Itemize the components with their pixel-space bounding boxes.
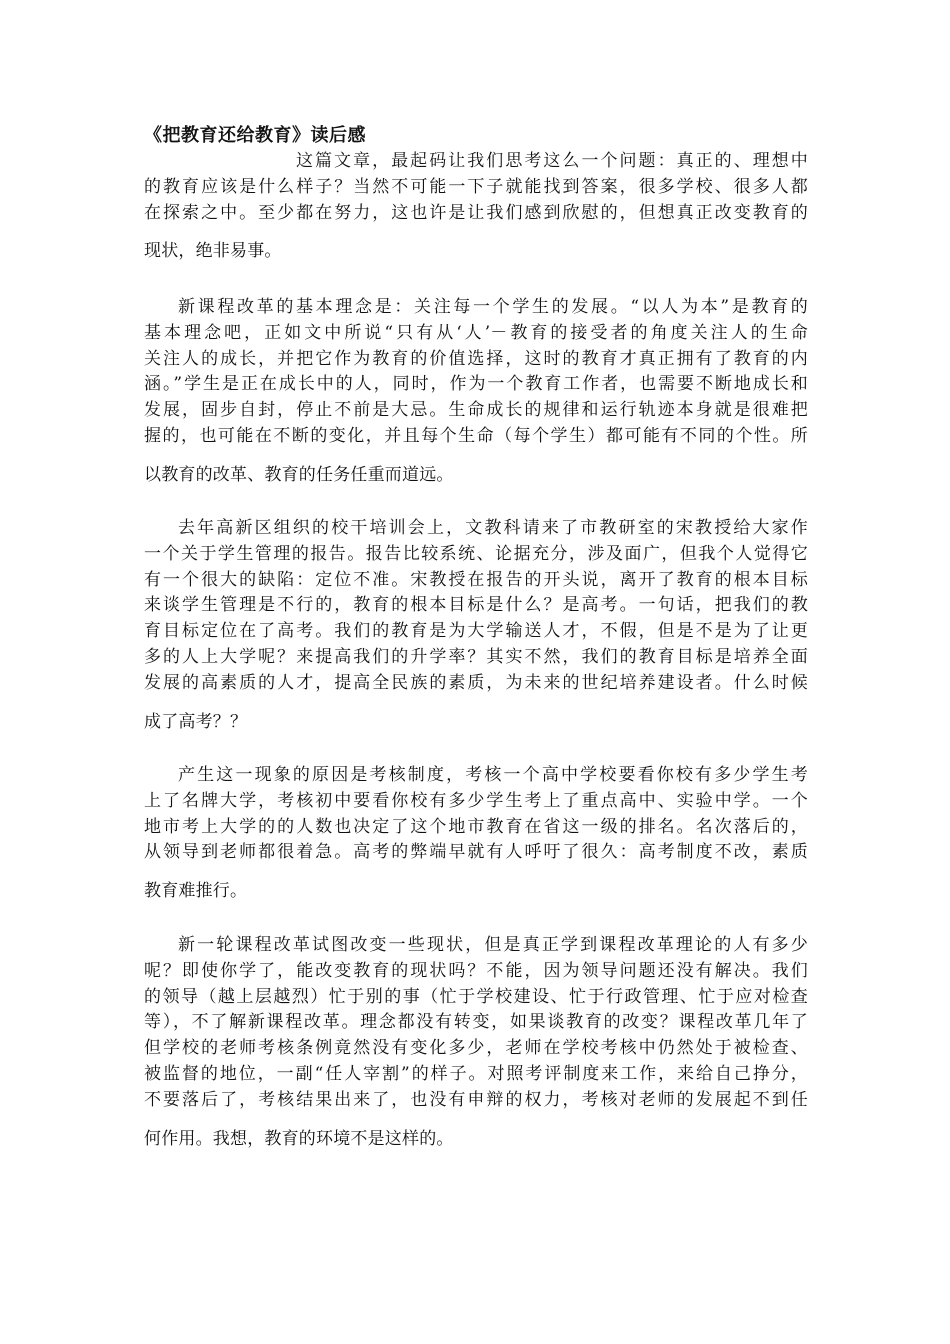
document-title: 《把教育还给教育》读后感 xyxy=(144,125,366,146)
paragraph-line: 等），不了解新课程改革。理念都没有转变，如果谈教育的改变？课程改革几年了 xyxy=(144,1012,808,1033)
paragraph-line: 但学校的老师考核条例竟然没有变化多少，老师在学校考核中仍然处于被检查、 xyxy=(144,1038,808,1059)
paragraph-line: 成了高考？？ xyxy=(144,711,248,732)
paragraph-line: 教育难推行。 xyxy=(144,881,248,902)
paragraph-line: 涵。”学生是正在成长中的人，同时，作为一个教育工作者，也需要不断地成长和 xyxy=(144,374,808,395)
paragraph-5 xyxy=(144,933,808,1152)
paragraph-line: 地市考上大学的的人数也决定了这个地市教育在省这一级的排名。名次落后的， xyxy=(144,816,808,837)
paragraph-line: 关注人的成长，并把它作为教育的价值选择，这时的教育才真正拥有了教育的内 xyxy=(144,348,808,369)
paragraph-line: 被监督的地位，一副“任人宰割”的样子。对照考评制度来工作，来给自己挣分， xyxy=(144,1063,808,1084)
paragraph-line: 新一轮课程改革试图改变一些现状，但是真正学到课程改革理论的人有多少 xyxy=(178,935,808,955)
paragraph-line: 在探索之中。至少都在努力，这也许是让我们感到欣慰的，但想真正改变教育的 xyxy=(144,202,808,223)
paragraph-line: 基本理念吧，正如文中所说“只有从‘人’－教育的接受者的角度关注人的生命 xyxy=(144,322,808,343)
paragraph-line: 这篇文章，最起码让我们思考这么一个问题：真正的、理想中 xyxy=(296,151,808,171)
paragraph-line: 何作用。我想，教育的环境不是这样的。 xyxy=(144,1128,454,1149)
paragraph-1 xyxy=(144,149,808,265)
paragraph-line: 发展的高素质的人才，提高全民族的素质，为未来的世纪培养建设者。什么时候 xyxy=(144,672,808,693)
paragraph-2 xyxy=(144,295,808,489)
paragraph-line: 产生这一现象的原因是考核制度，考核一个高中学校要看你校有多少学生考 xyxy=(178,765,808,785)
paragraph-line: 握的，也可能在不断的变化，并且每个生命（每个学生）都可能有不同的个性。所 xyxy=(144,425,808,446)
paragraph-line: 去年高新区组织的校干培训会上，文教科请来了市教研室的宋教授给大家作 xyxy=(178,518,808,538)
paragraph-line: 有一个很大的缺陷：定位不准。宋教授在报告的开头说，离开了教育的根本目标 xyxy=(144,569,808,590)
paragraph-3 xyxy=(144,516,808,735)
paragraph-line: 现状，绝非易事。 xyxy=(144,241,282,262)
paragraph-line: 的教育应该是什么样子？当然不可能一下子就能找到答案，很多学校、很多人都 xyxy=(144,176,808,197)
paragraph-line: 以教育的改革、教育的任务任重而道远。 xyxy=(144,464,454,485)
paragraph-line: 不要落后了，考核结果出来了，也没有申辩的权力，考核对老师的发展起不到任 xyxy=(144,1089,808,1110)
paragraph-line: 发展，固步自封，停止不前是大忌。生命成长的规律和运行轨迹本身就是很难把 xyxy=(144,400,808,421)
paragraph-line: 来谈学生管理是不行的，教育的根本目标是什么？是高考。一句话，把我们的教 xyxy=(144,595,808,616)
paragraph-line: 新课程改革的基本理念是：关注每一个学生的发展。“以人为本”是教育的 xyxy=(178,297,808,317)
paragraph-line: 的领导（越上层越烈）忙于别的事（忙于学校建设、忙于行政管理、忙于应对检查 xyxy=(144,986,808,1007)
paragraph-line: 呢？即使你学了，能改变教育的现状吗？不能，因为领导问题还没有解决。我们 xyxy=(144,960,808,981)
paragraph-line: 一个关于学生管理的报告。报告比较系统、论据充分，涉及面广，但我个人觉得它 xyxy=(144,543,808,564)
paragraph-line: 上了名牌大学，考核初中要看你校有多少学生考上了重点高中、实验中学。一个 xyxy=(144,790,808,811)
paragraph-line: 从领导到老师都很着急。高考的弊端早就有人呼吁了很久：高考制度不改，素质 xyxy=(144,842,808,863)
paragraph-line: 多的人上大学呢？来提高我们的升学率？其实不然，我们的教育目标是培养全面 xyxy=(144,646,808,667)
paragraph-4 xyxy=(144,763,808,905)
paragraph-line: 育目标定位在了高考。我们的教育是为大学输送人才，不假，但是不是为了让更 xyxy=(144,621,808,642)
